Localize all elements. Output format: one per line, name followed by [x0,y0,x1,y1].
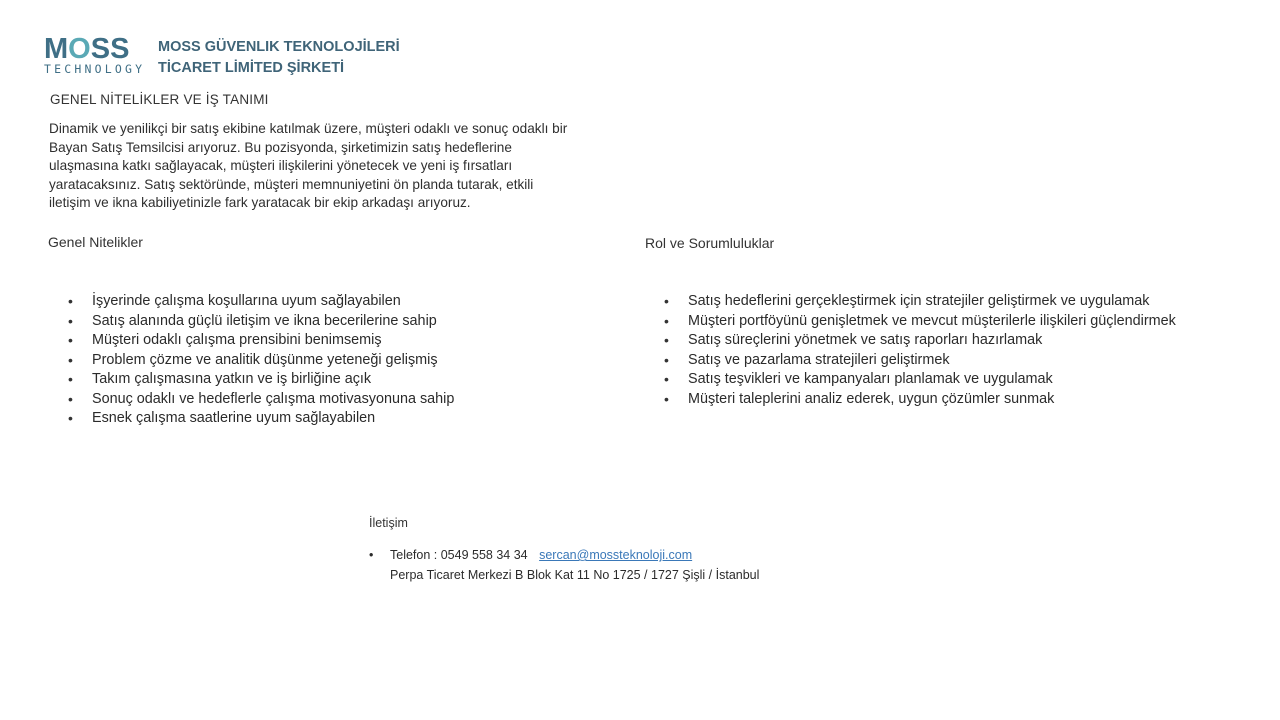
responsibilities-list [664,292,1176,409]
intro-paragraph [49,120,609,213]
company-name-line-1: MOSS GÜVENLIK TEKNOLOJİLERİ [158,39,400,55]
contact-email-link[interactable]: sercan@mossteknoloji.com [539,548,693,562]
qualification-item: • Sonuç odaklı ve hedeflerle çalışma motivasyonuna sahip [68,390,454,410]
qualification-item: • İşyerinde çalışma koşullarına uyum sağlayabilen [68,292,454,312]
contact-phone-row [369,545,759,565]
responsibility-item: • Satış teşvikleri ve kampanyaları planlamak ve uygulamak [664,370,1176,390]
contact-address: Perpa Ticaret Merkezi B Blok Kat 11 No 1725 / 1727 Şişli / İstanbul [390,568,760,582]
bullet-icon: • [369,548,374,562]
responsibilities-heading: Rol ve Sorumluluklar [645,235,775,251]
logo-subtitle: TECHNOLOGY [44,62,146,76]
responsibility-item: • Satış süreçlerini yönetmek ve satış raporları hazırlamak [664,331,1176,351]
qualification-item: • Müşteri odaklı çalışma prensibini benimsemiş [68,331,454,351]
intro-line: Bayan Satış Temsilcisi arıyoruz. Bu pozisyonda, şirketimizin satış hedeflerine [49,139,512,155]
company-name [158,37,400,79]
intro-line: ulaşmasına katkı sağlayacak, müşteri ilişkilerini yönetecek ve yeni iş fırsatları [49,158,513,174]
company-logo [44,34,148,76]
logo-wordmark: MOSS [44,33,130,65]
contact-heading: İletişim [369,516,408,530]
intro-line: yaratacaksınız. Satış sektöründe, müşteri memnuniyetini ön planda tutarak, etkili [49,176,534,192]
logo-o-gear-icon: O [68,33,91,65]
section-title: GENEL NİTELİKLER VE İŞ TANIMI [50,92,269,107]
contact-phone: Telefon : 0549 558 34 34 [390,548,528,562]
qualification-item: • Takım çalışmasına yatkın ve iş birliğine açık [68,370,454,390]
responsibility-item: • Müşteri portföyünü genişletmek ve mevcut müşterilerle ilişkileri güçlendirmek [664,312,1176,332]
qualification-item: • Problem çözme ve analitik düşünme yeteneği gelişmiş [68,351,454,371]
contact-details [369,545,759,585]
company-name-line-2: TİCARET LİMİTED ŞİRKETİ [158,60,345,76]
qualification-item: • Esnek çalışma saatlerine uyum sağlayabilen [68,409,454,429]
intro-line: iletişim ve ikna kabiliyetinizle fark yaratacak bir ekip arkadaşı arıyoruz. [49,195,471,211]
intro-line: Dinamik ve yenilikçi bir satış ekibine katılmak üzere, müşteri odaklı ve sonuç odaklı bir [49,121,568,136]
responsibility-item: • Müşteri taleplerini analiz ederek, uygun çözümler sunmak [664,390,1176,410]
qualification-item: • Satış alanında güçlü iletişim ve ikna becerilerine sahip [68,312,454,332]
qualifications-heading: Genel Nitelikler [48,234,143,250]
responsibility-item: • Satış ve pazarlama stratejileri geliştirmek [664,351,1176,371]
responsibility-item: • Satış hedeflerini gerçekleştirmek için stratejiler geliştirmek ve uygulamak [664,292,1176,312]
contact-address-row [369,565,759,585]
qualifications-list [68,292,454,429]
